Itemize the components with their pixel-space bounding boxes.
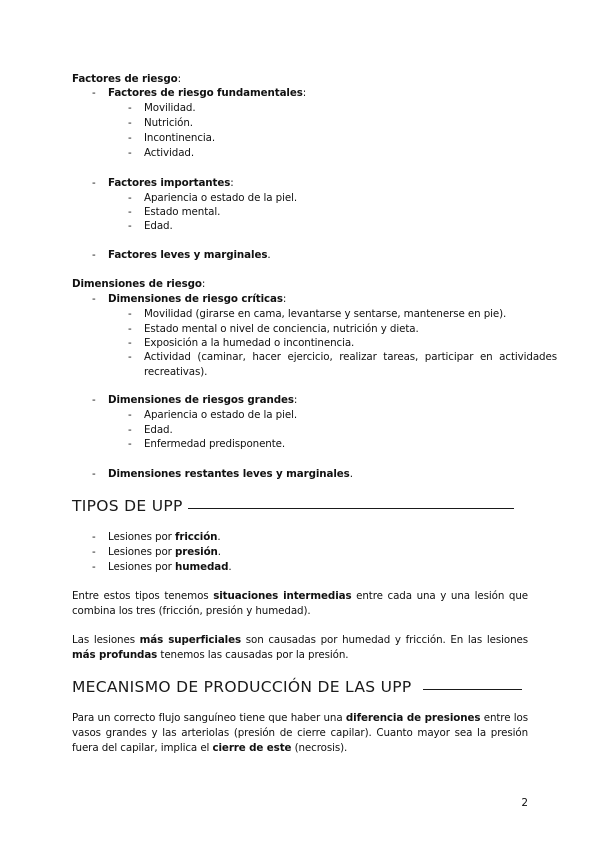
sub-bullet-dash: -: [128, 438, 132, 450]
bullet-dash: -: [92, 531, 96, 543]
factores-title: Factores de riesgo:: [72, 73, 181, 85]
list-item: Edad.: [144, 220, 173, 232]
lesion-item: Lesiones por presión.: [108, 546, 221, 558]
sub-bullet-dash: -: [128, 132, 132, 144]
list-item: Apariencia o estado de la piel.: [144, 192, 298, 204]
list-item-continuation: recreativas).: [144, 366, 208, 378]
sub-bullet-dash: -: [128, 117, 132, 129]
heading-rule: [423, 689, 522, 690]
factores-leves-label: Factores leves y marginales.: [108, 249, 271, 261]
list-item: Edad.: [144, 424, 173, 436]
list-item: Estado mental o nivel de conciencia, nutrición y dieta.: [144, 323, 419, 335]
list-item: Apariencia o estado de la piel.: [144, 409, 298, 421]
sub-bullet-dash: -: [128, 147, 132, 159]
bullet-dash: -: [92, 249, 96, 261]
list-item: Estado mental.: [144, 206, 221, 218]
bullet-dash: -: [92, 394, 96, 406]
sub-bullet-dash: -: [128, 409, 132, 421]
paragraph-mecanismo: Para un correcto flujo sanguíneo tiene que haber una diferencia de presiones entre los vasos grandes y las arteriolas (presión de cierre capilar). Cuanto mayor sea la presión fuera del capilar, implica el cierre de este (necrosis).: [72, 712, 529, 754]
section-heading-tipos: TIPOS DE UPP: [72, 497, 183, 515]
factores-importantes-label: Factores importantes:: [108, 177, 234, 189]
list-item: Movilidad (girarse en cama, levantarse y sentarse, mantenerse en pie).: [144, 308, 507, 320]
dimensiones-criticas-label: Dimensiones de riesgo críticas:: [108, 293, 287, 305]
dimensiones-grandes-label: Dimensiones de riesgos grandes:: [108, 394, 298, 406]
list-item: Actividad (caminar, hacer ejercicio, realizar tareas, participar en actividades: [144, 351, 557, 363]
paragraph-situaciones: Entre estos tipos tenemos situaciones intermedias entre cada una y una lesión que combina los tres (fricción, presión y humedad).: [72, 590, 528, 617]
sub-bullet-dash: -: [128, 351, 132, 363]
sub-bullet-dash: -: [128, 323, 132, 335]
factores-fundamentales-label: Factores de riesgo fundamentales:: [108, 87, 307, 99]
bullet-dash: -: [92, 87, 96, 99]
sub-bullet-dash: -: [128, 220, 132, 232]
list-item: Incontinencia.: [144, 132, 216, 144]
list-item: Enfermedad predisponente.: [144, 438, 286, 450]
page-number: 2: [521, 797, 528, 809]
list-item: Exposición a la humedad o incontinencia.: [144, 337, 355, 349]
bullet-dash: -: [92, 546, 96, 558]
sub-bullet-dash: -: [128, 102, 132, 114]
list-item: Actividad.: [144, 147, 195, 159]
bullet-dash: -: [92, 293, 96, 305]
sub-bullet-dash: -: [128, 308, 132, 320]
dimensiones-restantes-label: Dimensiones restantes leves y marginales.: [108, 468, 353, 480]
list-item: Movilidad.: [144, 102, 196, 114]
sub-bullet-dash: -: [128, 337, 132, 349]
sub-bullet-dash: -: [128, 424, 132, 436]
sub-bullet-dash: -: [128, 206, 132, 218]
dimensiones-title: Dimensiones de riesgo:: [72, 278, 206, 290]
lesion-item: Lesiones por humedad.: [108, 561, 232, 573]
bullet-dash: -: [92, 177, 96, 189]
bullet-dash: -: [92, 468, 96, 480]
bullet-dash: -: [92, 561, 96, 573]
section-heading-mecanismo: MECANISMO DE PRODUCCIÓN DE LAS UPP: [72, 678, 412, 696]
sub-bullet-dash: -: [128, 192, 132, 204]
lesion-item: Lesiones por fricción.: [108, 531, 221, 543]
heading-rule: [188, 508, 514, 509]
list-item: Nutrición.: [144, 117, 193, 129]
paragraph-superficiales: Las lesiones más superficiales son causadas por humedad y fricción. En las lesiones más profundas tenemos las causadas por la presión.: [72, 634, 528, 661]
